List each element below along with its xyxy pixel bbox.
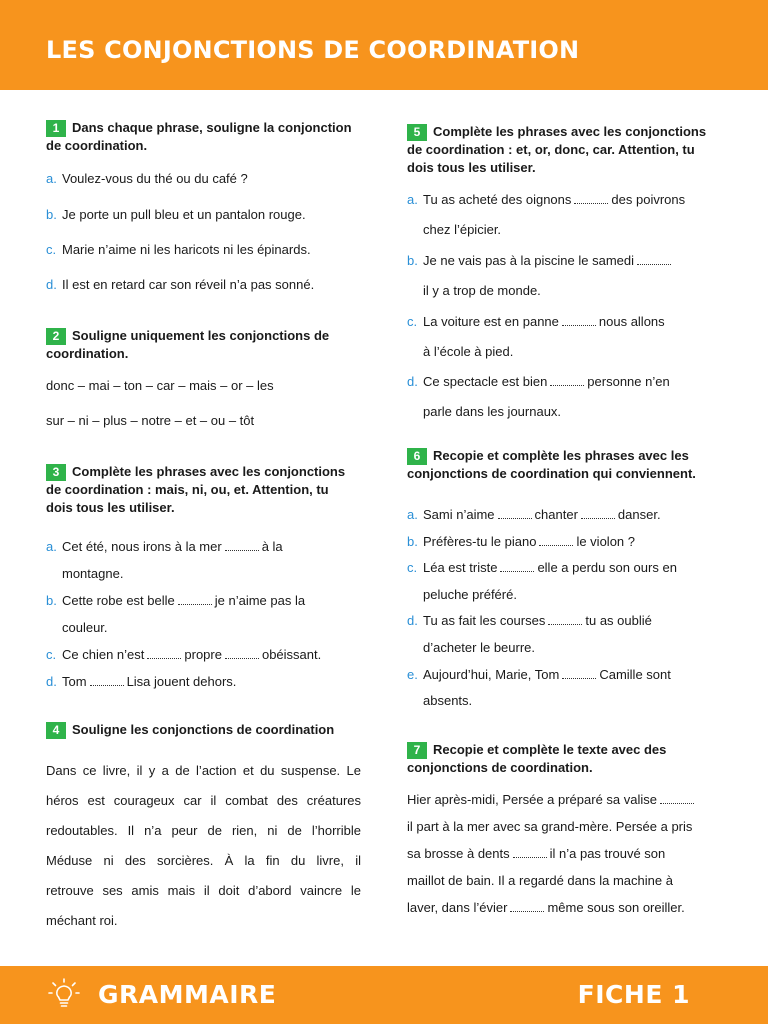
- paragraph-line: sa brosse à dents il n’a pas trouvé son: [407, 846, 666, 861]
- exercise-7-title: 7 Recopie et complète le texte avec des: [407, 741, 666, 759]
- blank-line: [581, 509, 615, 519]
- blank-line: [550, 376, 584, 386]
- list-item-continuation: couleur.: [62, 620, 108, 635]
- exercise-number-badge: 1: [46, 120, 66, 137]
- paragraph-line: il part à la mer avec sa grand-mère. Persée a pris: [407, 819, 693, 834]
- blank-line: [574, 194, 608, 204]
- exercise-5-title: 5 Complète les phrases avec les conjonctions: [407, 123, 706, 141]
- list-item-continuation: il y a trop de monde.: [423, 283, 541, 298]
- blank-line: [562, 316, 596, 326]
- exercise-3-title-line2: de coordination : mais, ni, ou, et. Attention, tu: [46, 482, 329, 497]
- list-item: a. Tu as acheté des oignons des poivrons: [407, 192, 686, 207]
- blank-line: [637, 255, 671, 265]
- blank-line: [660, 794, 694, 804]
- exercise-1-title-line2: de coordination.: [46, 138, 148, 153]
- list-item-continuation: à l’école à pied.: [423, 344, 514, 359]
- list-item: d. Tom Lisa jouent dehors.: [46, 674, 237, 689]
- list-item-continuation: parle dans les journaux.: [423, 404, 562, 419]
- blank-line: [147, 649, 181, 659]
- exercise-5-title-line3: dois tous les utiliser.: [407, 160, 536, 175]
- blank-line: [225, 649, 259, 659]
- list-item-continuation: montagne.: [62, 566, 124, 581]
- list-item: b. Cette robe est belle je n’aime pas la: [46, 593, 306, 608]
- word-list-line: donc – mai – ton – car – mais – or – les: [46, 378, 274, 393]
- list-item: d. Ce spectacle est bien personne n’en: [407, 374, 670, 389]
- paragraph-line: Méduse ni des sorcières. À la fin du livre, il: [46, 853, 361, 868]
- exercise-2-title: 2 Souligne uniquement les conjonctions de: [46, 327, 329, 345]
- blank-line: [178, 595, 212, 605]
- list-item: a. Sami n’aime chanter danser.: [407, 507, 661, 522]
- blank-line: [513, 848, 547, 858]
- list-item: b. Je porte un pull bleu et un pantalon rouge.: [46, 207, 306, 222]
- blank-line: [539, 536, 573, 546]
- exercise-7-title-line2: conjonctions de coordination.: [407, 760, 593, 775]
- list-item: d. Tu as fait les courses tu as oublié: [407, 613, 652, 628]
- paragraph-line: laver, dans l’évier même sous son oreiller.: [407, 900, 685, 915]
- list-item-continuation: d’acheter le beurre.: [423, 640, 536, 655]
- paragraph-line: Dans ce livre, il y a de l’action et du suspense. Le: [46, 763, 361, 778]
- exercise-number-badge: 7: [407, 742, 427, 759]
- exercise-3-title-line3: dois tous les utiliser.: [46, 500, 175, 515]
- paragraph-line: méchant roi.: [46, 913, 118, 928]
- exercise-number-badge: 4: [46, 722, 66, 739]
- blank-line: [225, 541, 259, 551]
- exercise-number-badge: 6: [407, 448, 427, 465]
- exercise-number-badge: 2: [46, 328, 66, 345]
- exercise-3-title: 3 Complète les phrases avec les conjonctions: [46, 463, 345, 481]
- paragraph-line: redoutables. Il n’a peur de rien, ni de l’horrible: [46, 823, 361, 838]
- paragraph-line: Hier après-midi, Persée a préparé sa valise: [407, 791, 697, 809]
- list-item: a. Voulez-vous du thé ou du café ?: [46, 171, 248, 186]
- blank-line: [510, 902, 544, 912]
- blank-line: [562, 669, 596, 679]
- header-bar: [0, 0, 768, 90]
- exercise-6-title: 6 Recopie et complète les phrases avec les: [407, 447, 689, 465]
- word-list-line: sur – ni – plus – notre – et – ou – tôt: [46, 413, 255, 428]
- footer-bar: [0, 966, 768, 1024]
- blank-line: [500, 562, 534, 572]
- blank-line: [498, 509, 532, 519]
- paragraph-line: maillot de bain. Il a regardé dans la machine à: [407, 873, 673, 888]
- list-item: d. Il est en retard car son réveil n’a pas sonné.: [46, 277, 315, 292]
- page-title: LES CONJONCTIONS DE COORDINATION: [46, 36, 580, 64]
- list-item: b. Je ne vais pas à la piscine le samedi: [407, 252, 674, 270]
- list-item: c. Ce chien n’est propre obéissant.: [46, 647, 322, 662]
- list-item-continuation: peluche préféré.: [423, 587, 517, 602]
- exercise-4-title: 4 Souligne les conjonctions de coordination: [46, 721, 334, 739]
- blank-line: [90, 676, 124, 686]
- lightbulb-icon: [48, 978, 80, 1010]
- exercise-2-title-line2: coordination.: [46, 346, 129, 361]
- exercise-1-title: 1 Dans chaque phrase, souligne la conjonction: [46, 119, 352, 137]
- list-item: c. Léa est triste elle a perdu son ours en: [407, 560, 677, 575]
- exercise-6-title-line2: conjonctions de coordination qui conviennent.: [407, 466, 696, 481]
- list-item-continuation: absents.: [423, 693, 473, 708]
- list-item: b. Préfères-tu le piano le violon ?: [407, 534, 635, 549]
- list-item: c. Marie n’aime ni les haricots ni les épinards.: [46, 242, 311, 257]
- paragraph-line: retrouve ses amis mais il doit d’abord vaincre le: [46, 883, 361, 898]
- list-item: a. Cet été, nous irons à la mer à la: [46, 539, 283, 554]
- exercise-5-title-line2: de coordination : et, or, donc, car. Attention, tu: [407, 142, 695, 157]
- footer-subject: GRAMMAIRE: [98, 980, 277, 1009]
- blank-line: [548, 615, 582, 625]
- exercise-number-badge: 5: [407, 124, 427, 141]
- list-item: e. Aujourd’hui, Marie, Tom Camille sont: [407, 667, 671, 682]
- footer-sheet-number: FICHE 1: [577, 980, 690, 1009]
- exercise-number-badge: 3: [46, 464, 66, 481]
- list-item-continuation: chez l’épicier.: [423, 222, 502, 237]
- list-item: c. La voiture est en panne nous allons: [407, 314, 665, 329]
- paragraph-line: héros est courageux car il combat des créatures: [46, 793, 361, 808]
